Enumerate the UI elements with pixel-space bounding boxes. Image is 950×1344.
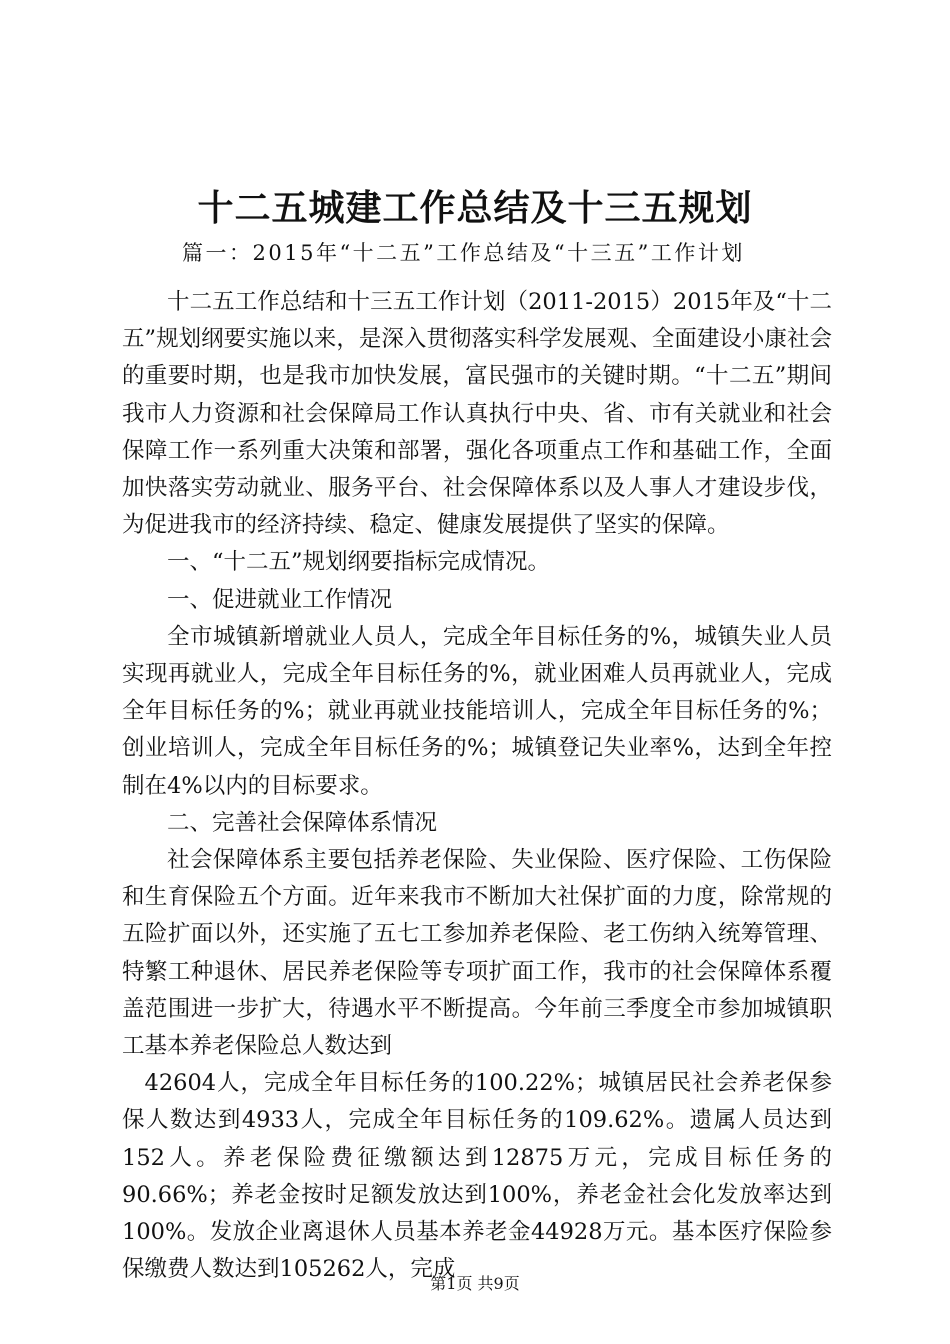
section-heading: 二、完善社会保障体系情况: [167, 809, 438, 836]
document-body: [122, 284, 832, 1288]
paragraph: 十二五工作总结和十三五工作计划（2011-2015）2015年及“十二五”规划纲要实施以来，是深入贯彻落实科学发展观、全面建设小康社会的重要时期，也是我市加快发展，富民强市的关键时期。“十二五”期间我市人力资源和社会保障局工作认真执行中央、省、市有关就业和社会保障工作一系列重大决策和部署，强化各项重点工作和基础工作，全面加快落实劳动就业、服务平台、社会保障体系以及人事人才建设步伐，为促进我市的经济持续、稳定、健康发展提供了坚实的保障。: [122, 289, 832, 539]
page-footer: 第1页 共9页: [430, 1274, 520, 1293]
document-subtitle: 篇一：2015年“十二五”工作总结及“十三五”工作计划: [182, 241, 745, 265]
paragraph: 社会保障体系主要包括养老保险、失业保险、医疗保险、工伤保险和生育保险五个方面。近年来我市不断加大社保扩面的力度，除常规的五险扩面以外，还实施了五七工参加养老保险、老工伤纳入统筹管理、特繁工种退休、居民养老保险等专项扩面工作，我市的社会保障体系覆盖范围进一步扩大，待遇水平不断提高。今年前三季度全市参加城镇职工基本养老保险总人数达到: [122, 847, 832, 1060]
section-heading: 一、“十二五”规划纲要指标完成情况。: [167, 549, 551, 576]
paragraph: 全市城镇新增就业人员人，完成全年目标任务的%，城镇失业人员实现再就业人，完成全年目标任务的%，就业困难人员再就业人，完成全年目标任务的%；就业再就业技能培训人，完成全年目标任务的%；创业培训人，完成全年目标任务的%；城镇登记失业率%，达到全年控制在4%以内的目标要求。: [122, 623, 832, 799]
document-title: 十二五城建工作总结及十三五规划: [197, 187, 753, 229]
section-heading: 一、促进就业工作情况: [167, 586, 393, 613]
paragraph: 42604人，完成全年目标任务的100.22%；城镇居民社会养老保参保人数达到4933人，完成全年目标任务的109.62%。遗属人员达到152人。养老保险费征缴额达到12875万元，完成目标任务的90.66%；养老金按时足额发放达到100%，养老金社会化发放率达到100%。发放企业离退休人员基本养老金44928万元。基本医疗保险参保缴费人数达到105262人，完成: [122, 1070, 832, 1283]
